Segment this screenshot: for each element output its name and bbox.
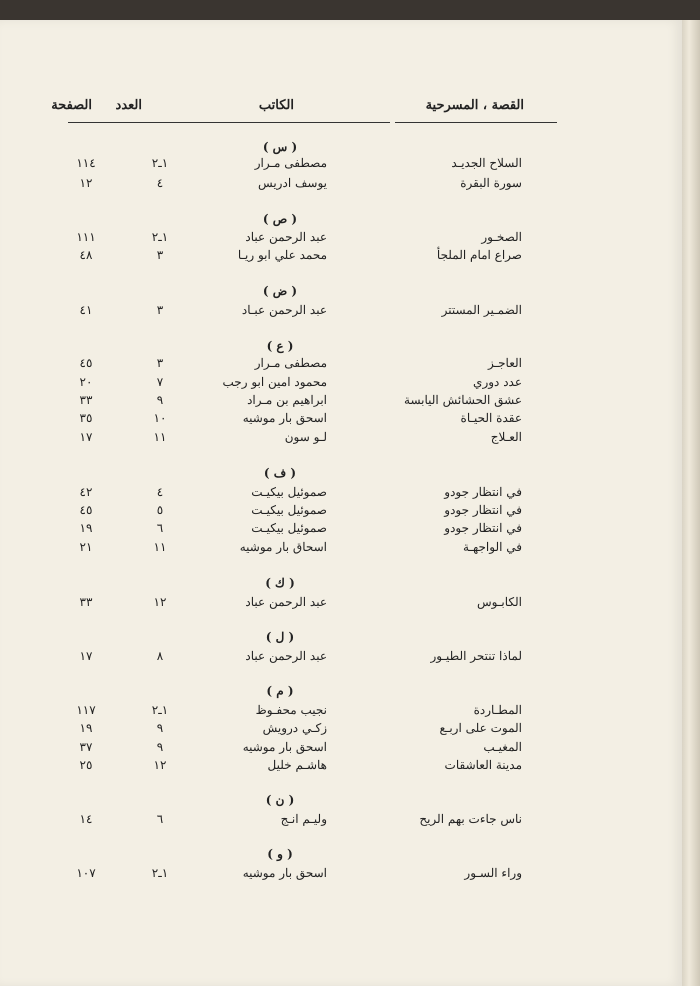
table-row (0, 812, 682, 830)
row-issue: ١٢ (153, 595, 167, 609)
row-issue: ٣ (156, 248, 164, 262)
row-page: ٢١ (79, 540, 93, 554)
table-row (0, 430, 682, 448)
row-author: صموئيل بيكيـت (251, 521, 327, 535)
row-page: ٤٥ (79, 356, 93, 370)
row-author: وليـم انـج (280, 812, 327, 826)
row-author: عبد الرحمن عباد (245, 595, 327, 609)
row-issue: ١١ (153, 540, 167, 554)
row-issue: ١ـ٢ (151, 156, 169, 170)
table-row (0, 303, 682, 321)
row-title: السلاح الجديـد (451, 156, 522, 170)
row-title: عدد دوري (473, 375, 522, 389)
row-issue: ١ـ٢ (151, 866, 169, 880)
table-row (0, 393, 682, 411)
row-author: عبد الرحمن عباد (245, 230, 327, 244)
row-page: ١٠٧ (76, 866, 96, 880)
row-title: في انتظار جودو (444, 485, 522, 499)
table-row (0, 248, 682, 266)
row-title: ناس جاءت بهم الريح (419, 812, 522, 826)
table-row (0, 176, 682, 194)
row-title: عشق الحشائش اليابسة (404, 393, 522, 407)
row-page: ٣٥ (79, 411, 93, 425)
row-issue: ٩ (156, 393, 164, 407)
table-row (0, 356, 682, 374)
section-letter: ( م ) (266, 684, 294, 698)
row-issue: ١ـ٢ (151, 703, 169, 717)
row-author: زكـي درويش (262, 721, 327, 735)
row-title: الكابـوس (477, 595, 522, 609)
section-letter: ( ص ) (262, 212, 298, 226)
row-issue: ٧ (156, 375, 164, 389)
row-page: ١٩ (79, 721, 93, 735)
section-letter: ( ف ) (263, 466, 297, 480)
row-issue: ٦ (156, 812, 164, 826)
table-row (0, 740, 682, 758)
row-page: ٣٧ (79, 740, 93, 754)
row-author: صموئيل بيكيـت (251, 503, 327, 517)
table-row (0, 595, 682, 613)
section-letter: ( ل ) (265, 630, 295, 644)
table-row (0, 540, 682, 558)
row-title: العاجـز (488, 356, 522, 370)
row-page: ١١٤ (76, 156, 96, 170)
row-issue: ٩ (156, 721, 164, 735)
section-letter: ( و ) (267, 847, 293, 861)
row-page: ١٩ (79, 521, 93, 535)
row-author: هاشـم خليل (267, 758, 327, 772)
section-letter: ( ع ) (266, 339, 294, 353)
row-title: صراع امام الملجأ (436, 248, 522, 262)
table-row (0, 485, 682, 503)
row-title: الصخـور (481, 230, 522, 244)
row-author: مصطفى مـرار (254, 156, 327, 170)
row-issue: ١١ (153, 430, 167, 444)
row-page: ٢٥ (79, 758, 93, 772)
page-edge (682, 20, 700, 986)
table-row (0, 411, 682, 429)
header-page-col: الصفحة (51, 98, 92, 113)
row-page: ٤٨ (79, 248, 93, 262)
row-title: في الواجهـة (463, 540, 522, 554)
table-row (0, 503, 682, 521)
row-author: اسحق بار موشيه (242, 866, 327, 880)
row-issue: ٨ (156, 649, 164, 663)
row-title: عقدة الحيـاة (460, 411, 522, 425)
row-author: محمود امين ابو رجب (222, 375, 327, 389)
row-title: سورة البقرة (460, 176, 522, 190)
row-page: ٤٢ (79, 485, 93, 499)
row-title: وراء السـور (464, 866, 522, 880)
table-row (0, 156, 682, 174)
row-page: ١٧ (79, 430, 93, 444)
row-title: الموت على اربـع (439, 721, 522, 735)
row-issue: ٣ (156, 356, 164, 370)
row-page: ١١٧ (76, 703, 96, 717)
header-rule-left (68, 122, 390, 123)
row-page: ٤٥ (79, 503, 93, 517)
row-issue: ٤ (156, 485, 164, 499)
row-issue: ٤ (156, 176, 164, 190)
row-issue: ١ـ٢ (151, 230, 169, 244)
row-author: اسحاق بار موشيه (239, 540, 327, 554)
section-letter: ( ض ) (262, 284, 298, 298)
row-page: ٢٠ (79, 375, 93, 389)
row-title: الضمـير المستتر (441, 303, 522, 317)
table-row (0, 230, 682, 248)
row-title: المطـاردة (473, 703, 522, 717)
row-page: ٤١ (79, 303, 93, 317)
row-page: ٣٣ (79, 595, 93, 609)
section-letter: ( ك ) (265, 576, 295, 590)
row-author: اسحق بار موشيه (242, 411, 327, 425)
section-letter: ( س ) (262, 140, 298, 154)
header-issue-col: العدد (115, 98, 142, 113)
table-row (0, 521, 682, 539)
row-title: في انتظار جودو (444, 521, 522, 535)
row-issue: ٦ (156, 521, 164, 535)
row-title: مدينة العاشقات (444, 758, 522, 772)
row-author: نجيب محفـوظ (255, 703, 327, 717)
row-page: ١١١ (76, 230, 96, 244)
row-title: المغيـب (483, 740, 522, 754)
table-row (0, 375, 682, 393)
row-page: ١٧ (79, 649, 93, 663)
section-letter: ( ن ) (265, 793, 295, 807)
row-author: يوسف ادريس (258, 176, 327, 190)
row-author: عبد الرحمن عباد (245, 649, 327, 663)
row-author: مصطفى مـرار (254, 356, 327, 370)
table-row (0, 649, 682, 667)
row-page: ١٢ (79, 176, 93, 190)
row-author: عبد الرحمن عبـاد (241, 303, 327, 317)
header-author-col: الكاتب (258, 98, 294, 113)
header-title-col: القصة ، المسرحية (425, 98, 524, 113)
table-row (0, 758, 682, 776)
table-row (0, 721, 682, 739)
row-issue: ١٢ (153, 758, 167, 772)
row-author: صموئيل بيكيـت (251, 485, 327, 499)
row-author: محمد علي ابو ريـا (237, 248, 327, 262)
row-title: لماذا تنتحر الطيـور (430, 649, 522, 663)
row-author: لـو سون (284, 430, 327, 444)
header-rule-right (395, 122, 557, 123)
row-issue: ٣ (156, 303, 164, 317)
row-issue: ٥ (156, 503, 164, 517)
row-page: ١٤ (79, 812, 93, 826)
row-author: اسحق بار موشيه (242, 740, 327, 754)
row-issue: ١٠ (153, 411, 167, 425)
row-issue: ٩ (156, 740, 164, 754)
row-title: في انتظار جودو (444, 503, 522, 517)
table-header (0, 90, 682, 124)
table-row (0, 703, 682, 721)
row-title: العـلاج (490, 430, 522, 444)
table-row (0, 866, 682, 884)
row-page: ٣٣ (79, 393, 93, 407)
row-author: ابراهيم بن مـراد (247, 393, 327, 407)
